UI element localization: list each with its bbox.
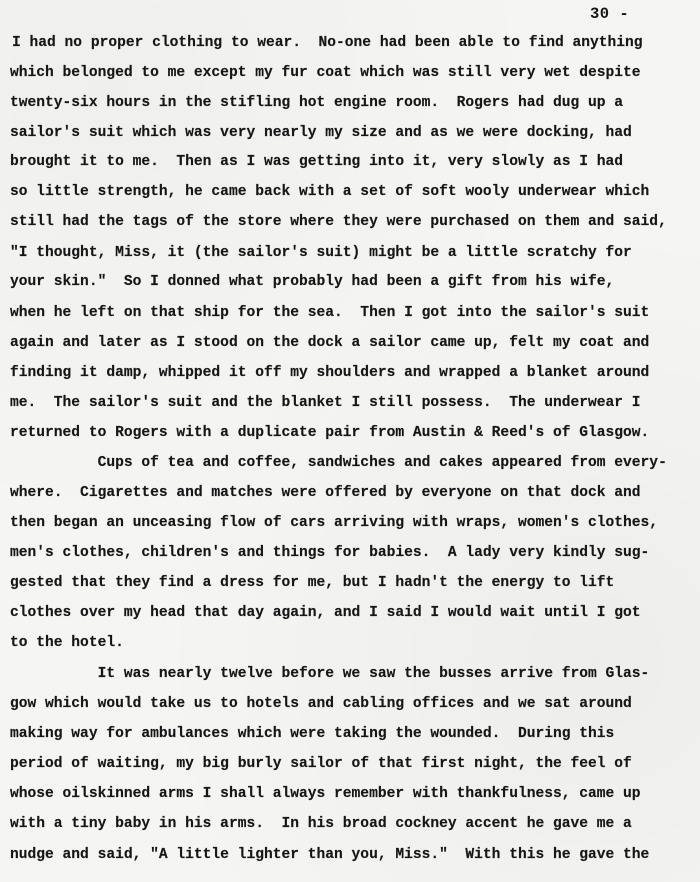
text-line: men's clothes, children's and things for babies. A lady very kindly sug- (10, 545, 650, 561)
text-line: whose oilskinned arms I shall always remember with thankfulness, came up (10, 786, 641, 802)
text-line: making way for ambulances which were taking the wounded. During this (10, 726, 615, 742)
text-line: twenty-six hours in the stifling hot engine room. Rogers had dug up a (10, 95, 624, 111)
text-line: Cups of tea and coffee, sandwiches and cakes appeared from every- (10, 455, 667, 471)
page-number: 30 - (590, 5, 630, 23)
text-line: period of waiting, my big burly sailor of that first night, the feel of (10, 756, 632, 772)
text-line: nudge and said, "A little lighter than you, Miss." With this he gave the (10, 847, 650, 863)
text-line: to the hotel. (10, 635, 124, 651)
text-line: which belonged to me except my fur coat which was still very wet despite (10, 65, 641, 81)
text-line: I had no proper clothing to wear. No-one had been able to find anything (12, 35, 643, 51)
text-line: so little strength, he came back with a set of soft wooly underwear which (10, 184, 650, 200)
text-line: finding it damp, whipped it off my shoulders and wrapped a blanket around (10, 365, 650, 381)
text-line: when he left on that ship for the sea. Then I got into the sailor's suit (10, 305, 650, 321)
text-line: brought it to me. Then as I was getting into it, very slowly as I had (10, 154, 624, 170)
text-line: It was nearly twelve before we saw the busses arrive from Glas- (10, 666, 650, 682)
text-line: then began an unceasing flow of cars arriving with wraps, women's clothes, (10, 515, 659, 531)
text-line: where. Cigarettes and matches were offered by everyone on that dock and (10, 485, 641, 501)
text-line: clothes over my head that day again, and I said I would wait until I got (10, 605, 641, 621)
text-line: gow which would take us to hotels and cabling offices and we sat around (10, 696, 632, 712)
text-line: again and later as I stood on the dock a sailor came up, felt my coat and (10, 335, 650, 351)
text-line: "I thought, Miss, it (the sailor's suit) might be a little scratchy for (10, 245, 632, 261)
text-line: me. The sailor's suit and the blanket I still possess. The underwear I (10, 395, 641, 411)
text-line: still had the tags of the store where they were purchased on them and said, (10, 214, 667, 230)
text-line: with a tiny baby in his arms. In his broad cockney accent he gave me a (10, 816, 632, 832)
text-line: your skin." So I donned what probably had been a gift from his wife, (10, 274, 615, 290)
text-line: sailor's suit which was very nearly my size and as we were docking, had (10, 125, 632, 141)
text-line: returned to Rogers with a duplicate pair from Austin & Reed's of Glasgow. (10, 425, 650, 441)
text-line: gested that they find a dress for me, but I hadn't the energy to lift (10, 575, 615, 591)
